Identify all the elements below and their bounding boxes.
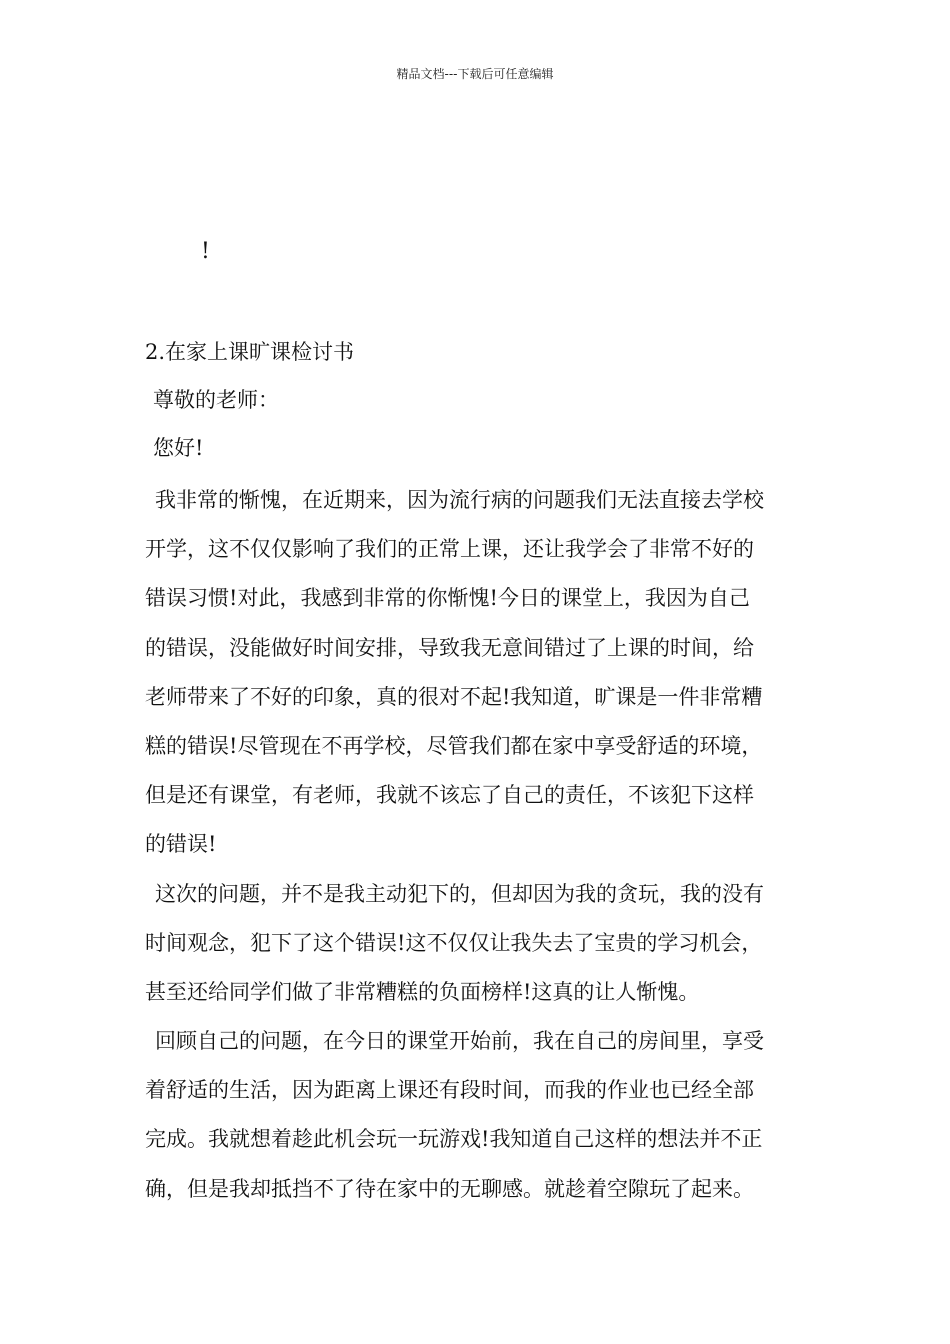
paragraph-line: 时间观念，犯下了这个错误!这不仅仅让我失去了宝贵的学习机会， <box>145 930 763 955</box>
paragraph-line: 着舒适的生活，因为距离上课还有段时间，而我的作业也已经全部 <box>145 1078 754 1103</box>
paragraph <box>145 876 807 1024</box>
paragraph <box>145 482 807 876</box>
document-title: 2.在家上课旷课检讨书 <box>145 340 355 364</box>
previous-section-fragment: ! <box>201 239 210 264</box>
paragraph-line: 甚至还给同学们做了非常糟糕的负面榜样!这真的让人惭愧。 <box>145 979 700 1004</box>
paragraph-line: 回顾自己的问题，在今日的课堂开始前，我在自己的房间里，享受 <box>155 1029 764 1054</box>
paragraph-line: 错误习惯!对此，我感到非常的你惭愧!今日的课堂上，我因为自己 <box>145 586 750 611</box>
paragraph-line: 的错误，没能做好时间安排，导致我无意间错过了上课的时间，给 <box>145 635 754 660</box>
paragraph-line: 但是还有课堂，有老师，我就不该忘了自己的责任，不该犯下这样 <box>145 783 754 808</box>
paragraph-line: 完成。我就想着趁此机会玩一玩游戏!我知道自己这样的想法并不正 <box>145 1127 763 1152</box>
paragraph-line: 糕的错误!尽管现在不再学校，尽管我们都在家中享受舒适的环境， <box>145 733 763 758</box>
paragraph-line: 确，但是我却抵挡不了待在家中的无聊感。就趁着空隙玩了起来。 <box>145 1176 754 1201</box>
paragraph <box>145 1023 807 1220</box>
page-header-watermark: 精品文档---下载后可任意编辑 <box>396 67 554 81</box>
paragraph-line: 的错误! <box>145 832 217 857</box>
document-body <box>145 482 807 1220</box>
greeting: 您好! <box>153 436 204 460</box>
paragraph-line: 老师带来了不好的印象，真的很对不起!我知道，旷课是一件非常糟 <box>145 684 763 709</box>
paragraph-line: 开学，这不仅仅影响了我们的正常上课，还让我学会了非常不好的 <box>145 537 754 562</box>
salutation: 尊敬的老师： <box>153 388 279 412</box>
paragraph-line: 这次的问题，并不是我主动犯下的，但却因为我的贪玩，我的没有 <box>155 881 764 906</box>
paragraph-line: 我非常的惭愧，在近期来，因为流行病的问题我们无法直接去学校 <box>155 488 764 512</box>
